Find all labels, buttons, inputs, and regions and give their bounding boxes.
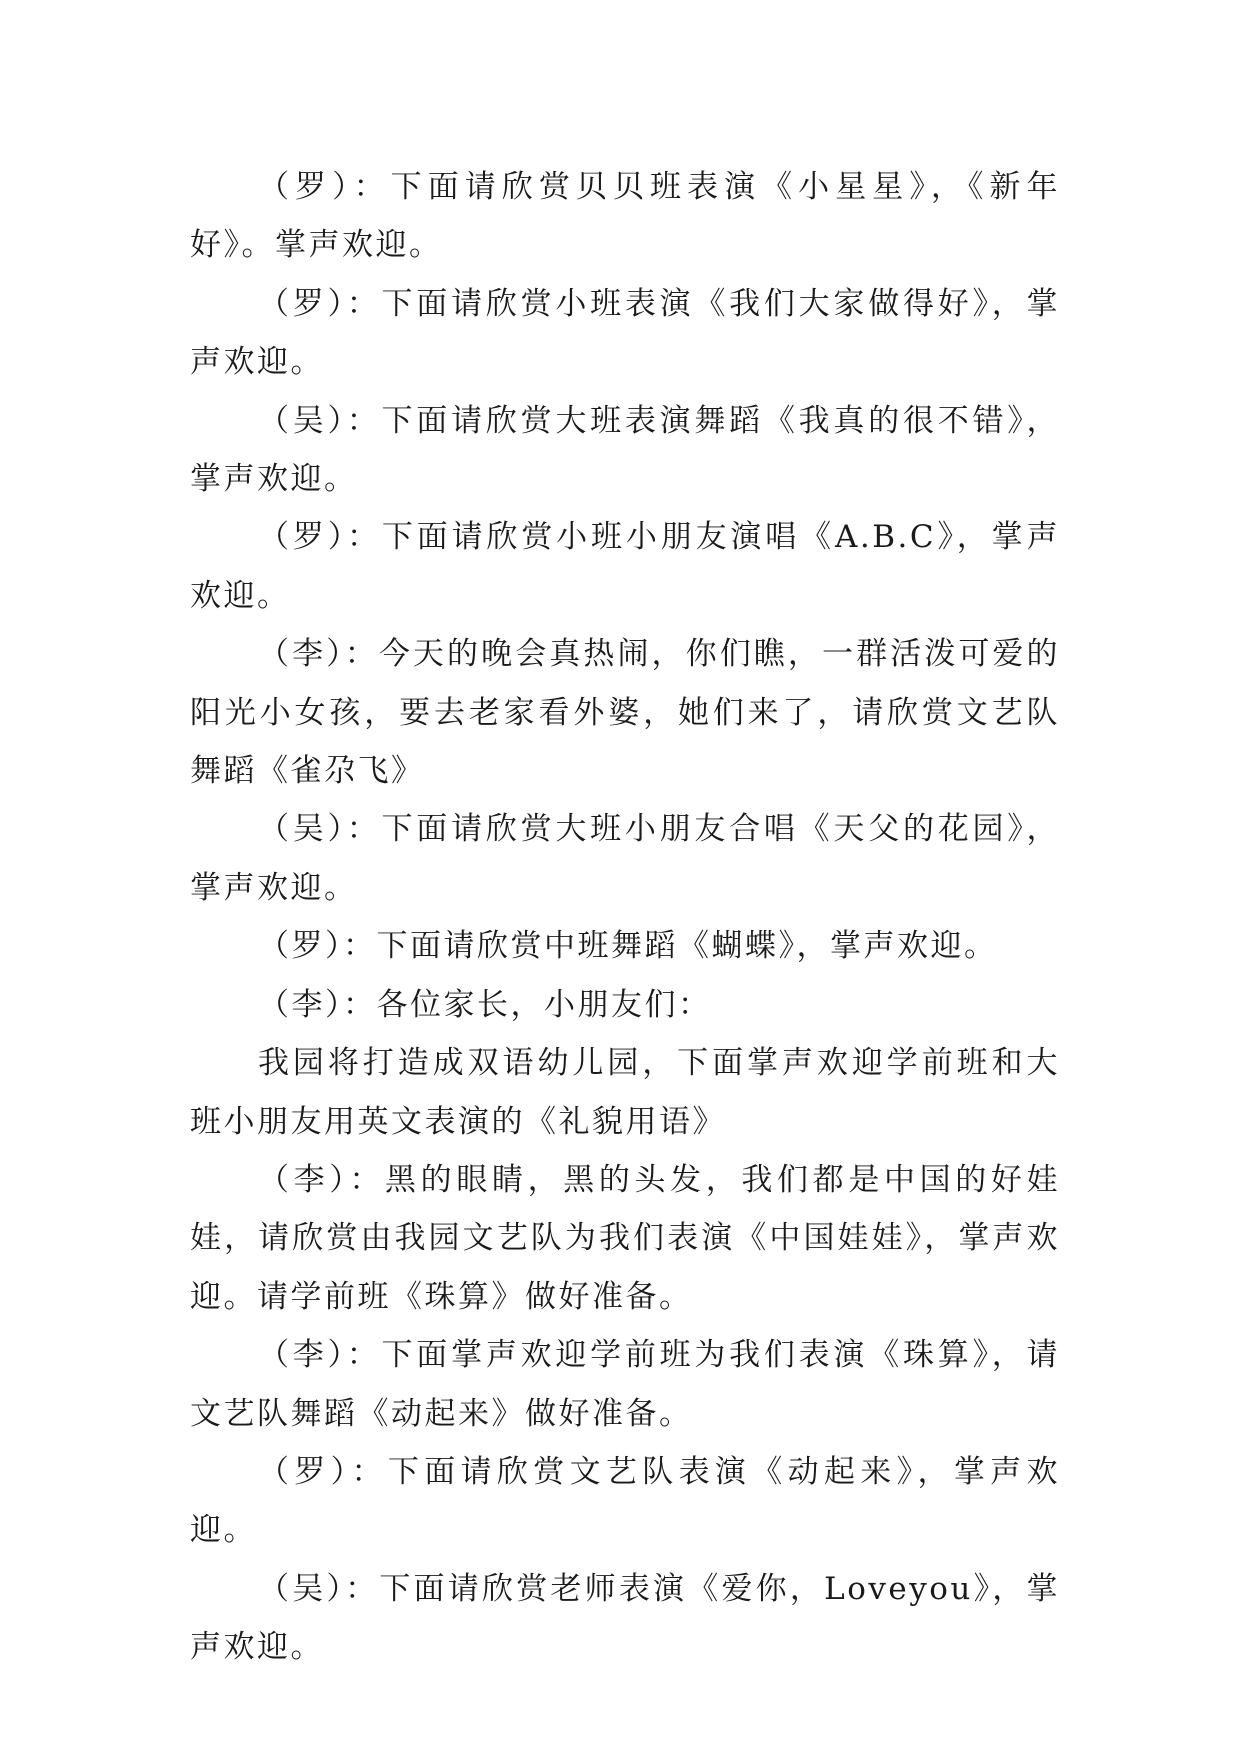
paragraph: （李）：黑的眼睛，黑的头发，我们都是中国的好娃娃，请欣赏由我园文艺队为我们表演《中国娃娃》，掌声欢迎。请学前班《珠算》做好准备。 [190,1161,1060,1315]
paragraph: （罗）：下面请欣赏文艺队表演《动起来》，掌声欢迎。 [190,1453,1060,1549]
paragraph: （罗）：下面请欣赏小班表演《我们大家做得好》，掌声欢迎。 [190,285,1060,381]
paragraph: 我园将打造成双语幼儿园，下面掌声欢迎学前班和大班小朋友用英文表演的《礼貌用语》 [190,1045,1060,1140]
paragraph: （罗）：下面请欣赏小班小朋友演唱《A.B.C》，掌声欢迎。 [190,519,1060,614]
paragraph: （李）：今天的晚会真热闹，你们瞧，一群活泼可爱的阳光小女孩，要去老家看外婆，她们来了，请欣赏文艺队舞蹈《雀尕飞》 [190,636,1060,790]
paragraph: （吴）：下面请欣赏老师表演《爱你，Loveyou》，掌声欢迎。 [190,1570,1060,1666]
paragraph: （吴）：下面请欣赏大班小朋友合唱《天父的花园》，掌声欢迎。 [190,811,1060,906]
paragraph: （李）：各位家长，小朋友们： [258,986,712,1023]
paragraph: （李）：下面掌声欢迎学前班为我们表演《珠算》，请文艺队舞蹈《动起来》做好准备。 [190,1337,1060,1432]
paragraph: （吴）：下面请欣赏大班表演舞蹈《我真的很不错》，掌声欢迎。 [190,402,1060,498]
document-body [190,158,1060,1677]
paragraph: （罗）：下面请欣赏中班舞蹈《蝴蝶》，掌声欢迎。 [258,928,998,965]
paragraph: （罗）：下面请欣赏贝贝班表演《小星星》，《新年好》。掌声欢迎。 [190,169,1060,264]
